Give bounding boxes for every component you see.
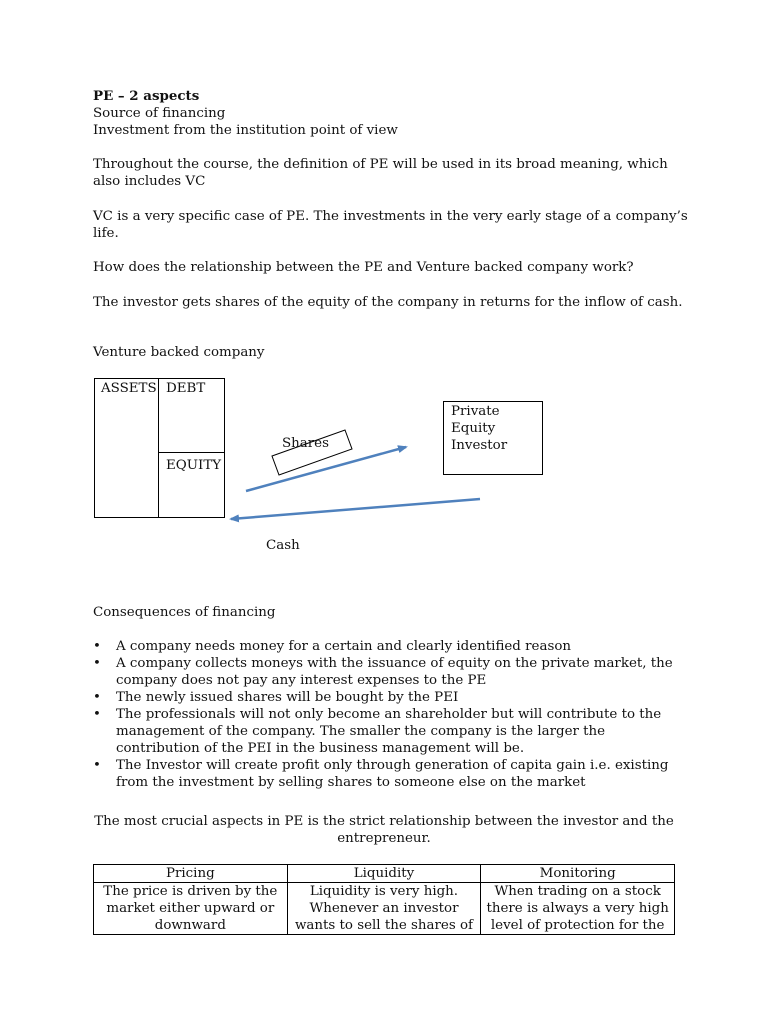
investor-label-line: Private: [451, 404, 500, 419]
cell-line: The price is driven by the: [103, 884, 278, 899]
balance-sheet-box: [95, 379, 225, 518]
table-header-row: [94, 865, 675, 883]
crucial-line: The most crucial aspects in PE is the strict relationship between the investor and the: [94, 814, 674, 829]
list-item: • A company needs money for a certain and clearly identified reason: [93, 638, 683, 655]
debt-label: DEBT: [166, 381, 206, 396]
table-header: Liquidity: [287, 865, 481, 883]
table-row: [94, 883, 675, 935]
intro-line: Source of financing: [93, 106, 226, 121]
list-item: • The professionals will not only become an shareholder but will contribute to the management of the company. The smaller the company is the larger the contribution of the PEI in the business management will be.: [93, 706, 683, 757]
table-cell-liquidity: [287, 883, 481, 935]
paragraph-line: Throughout the course, the definition of PE will be used in its broad meaning, which: [93, 157, 668, 172]
cell-line: Liquidity is very high.: [309, 884, 459, 899]
list-item: • The Investor will create profit only through generation of capita gain i.e. existing from the investment by selling shares to someone else on the market: [93, 757, 683, 791]
aspects-table: [93, 864, 675, 935]
paragraph-line: life.: [93, 226, 119, 241]
assets-label: ASSETS: [101, 381, 157, 396]
heading: PE – 2 aspects: [93, 88, 200, 104]
consequences-heading: Consequences of financing: [93, 605, 276, 620]
cell-line: When trading on a stock: [494, 884, 661, 899]
question-line: How does the relationship between the PE and Venture backed company work?: [93, 260, 634, 275]
cash-arrow: [231, 499, 480, 519]
paragraph-line: also includes VC: [93, 174, 206, 189]
cell-line: there is always a very high: [486, 901, 669, 916]
intro-line: Investment from the institution point of view: [93, 123, 398, 138]
consequences-list: [93, 638, 683, 791]
investor-label-line: Investor: [451, 438, 508, 453]
investor-sentence: The investor gets shares of the equity of the company in returns for the inflow of cash.: [93, 295, 683, 310]
shares-label: Shares: [282, 436, 329, 451]
table-header: Pricing: [94, 865, 288, 883]
investor-label-line: Equity: [451, 421, 496, 436]
crucial-line: entrepreneur.: [337, 831, 431, 846]
cell-line: level of protection for the: [490, 918, 665, 933]
table-cell-monitoring: [481, 883, 675, 935]
table-cell-pricing: [94, 883, 288, 935]
paragraph-line: VC is a very specific case of PE. The investments in the very early stage of a company’s: [93, 209, 688, 224]
cell-line: market either upward or: [106, 901, 275, 916]
diagram-caption: Venture backed company: [93, 345, 265, 360]
cell-line: downward: [154, 918, 226, 933]
equity-label: EQUITY: [166, 458, 222, 473]
table-header: Monitoring: [481, 865, 675, 883]
cell-line: wants to sell the shares of: [294, 918, 473, 933]
list-item: • The newly issued shares will be bought by the PEI: [93, 689, 683, 706]
cell-line: Whenever an investor: [309, 901, 459, 916]
list-item: • A company collects moneys with the issuance of equity on the private market, the company does not pay any interest expenses to the PE: [93, 655, 683, 689]
cash-label: Cash: [266, 538, 300, 553]
